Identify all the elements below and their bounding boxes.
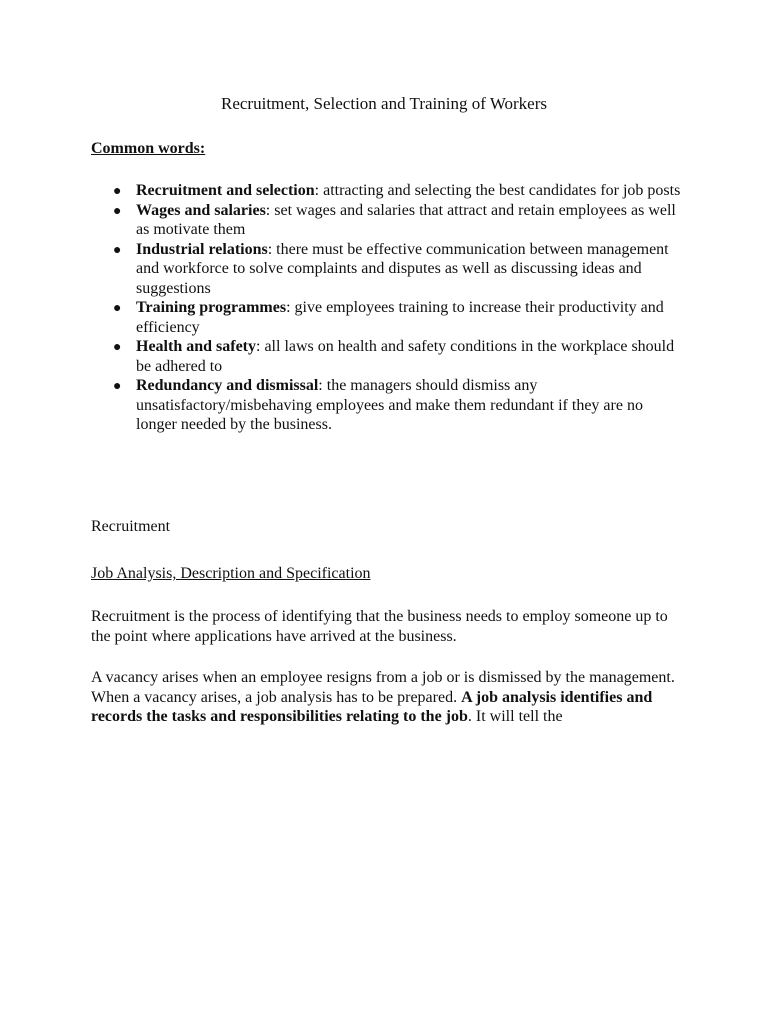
bullet-icon: ● xyxy=(113,379,122,394)
list-item xyxy=(91,201,681,240)
list-item xyxy=(91,337,681,376)
vacancy-text: A vacancy arises when an employee resigns from a job or is dismissed by the management. When a vacancy arises, a job analysis has to be prepared. xyxy=(91,669,675,706)
bullet-icon: ● xyxy=(113,340,122,355)
bullet-icon: ● xyxy=(113,301,122,316)
bullet-icon: ● xyxy=(113,203,122,219)
vacancy-text-continued: . It will tell the xyxy=(467,708,563,725)
bullet-icon: ● xyxy=(113,184,122,199)
list-item xyxy=(91,298,681,337)
job-analysis-subheading: Job Analysis, Description and Specification xyxy=(91,565,371,582)
vacancy-paragraph xyxy=(91,668,681,727)
term-label: Wages and salaries xyxy=(136,201,266,219)
term-definition: : attracting and selecting the best candidates for job posts xyxy=(314,182,681,199)
term-label: Redundancy and dismissal xyxy=(136,377,319,394)
terms-list xyxy=(91,181,681,435)
term-definition: : give employees training to increase their productivity and efficiency xyxy=(136,299,664,336)
term-label: Training programmes xyxy=(136,299,287,316)
term-label: Health and safety xyxy=(136,338,256,355)
document-title: Recruitment, Selection and Training of Workers xyxy=(221,94,547,113)
term-definition: : all laws on health and safety conditions in the workplace should be adhered to xyxy=(136,338,675,375)
term-definition: : the managers should dismiss any unsatisfactory/misbehaving employees and make them redundant if they are no longer needed by the business. xyxy=(136,377,643,433)
list-item xyxy=(91,181,681,201)
recruitment-paragraph: Recruitment is the process of identifying that the business needs to employ someone up to the point where applications have arrived at the business. xyxy=(91,608,668,645)
common-words-heading: Common words: xyxy=(91,140,206,157)
term-definition: : there must be effective communication between management and workforce to solve complaints and disputes as well as discussing ideas and suggestions xyxy=(136,240,669,297)
term-label: Recruitment and selection xyxy=(136,182,315,199)
bullet-icon: ● xyxy=(113,242,122,258)
term-label: Industrial relations xyxy=(136,240,268,258)
term-definition: : set wages and salaries that attract and retain employees as well as motivate them xyxy=(136,201,676,238)
recruitment-heading: Recruitment xyxy=(91,518,171,535)
list-item xyxy=(91,240,681,299)
list-item xyxy=(91,376,681,435)
job-analysis-definition: A job analysis identifies and records the tasks and responsibilities relating to the job xyxy=(91,688,653,725)
